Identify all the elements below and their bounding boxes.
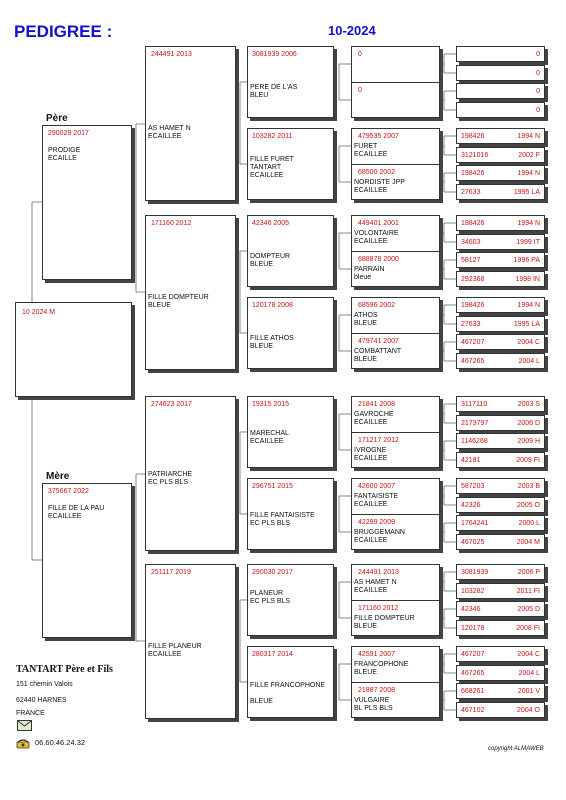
g3-name: PERE DE L'AS BLEU bbox=[250, 84, 298, 99]
g5-ring-number: 3117110 bbox=[461, 401, 488, 408]
g5-ring-number: 467025 bbox=[461, 539, 485, 546]
g5-box bbox=[456, 534, 545, 550]
g5-ring-year: 2008 FI bbox=[516, 625, 540, 632]
g5-ring-year: 2009 FI bbox=[516, 457, 540, 464]
g5-ring-year: 2004 C bbox=[517, 651, 540, 658]
owner-country: FRANCE bbox=[16, 710, 45, 717]
g5-ring-year: 2004 C bbox=[517, 339, 540, 346]
subject-box bbox=[15, 302, 132, 397]
g5-box bbox=[456, 433, 545, 449]
g5-ring-year: 2011 FI bbox=[516, 588, 540, 595]
grandparent-ring: 244491 2013 bbox=[151, 51, 192, 58]
owner-phone: 06.60.46.24.32 bbox=[35, 738, 86, 747]
g5-ring-number: 467265 bbox=[461, 670, 485, 677]
g4-ring: 171160 2012 bbox=[358, 605, 399, 612]
g4-name: COMBATTANT BLEUE bbox=[354, 348, 402, 363]
mother-box bbox=[42, 483, 132, 638]
g4-name: ATHOS BLEUE bbox=[354, 312, 378, 327]
g5-box bbox=[456, 102, 545, 118]
g5-ring-year: 2004 L bbox=[518, 358, 540, 365]
g5-ring-number: 467207 bbox=[461, 651, 485, 658]
g5-ring-year: 2006 D bbox=[517, 420, 540, 427]
g4-pair-box bbox=[351, 396, 440, 468]
g4-name: PARRAIN bleue bbox=[354, 266, 385, 281]
g5-box bbox=[456, 65, 545, 81]
g4-name: GAVROCHE ECAILLEE bbox=[354, 411, 394, 426]
g5-ring-number: 27633 bbox=[461, 321, 481, 328]
g5-box bbox=[456, 601, 545, 617]
g4-ring: 171217 2012 bbox=[358, 437, 399, 444]
grandparent-name: FILLE PLANEUR ECAILLEE bbox=[148, 643, 202, 658]
subject-ring: 10 2024 M bbox=[22, 309, 56, 316]
g5-box bbox=[456, 646, 545, 662]
g4-divider bbox=[352, 333, 439, 334]
g4-name: VULGAIRE BL PLS BLS bbox=[354, 697, 393, 712]
g4-pair-box bbox=[351, 297, 440, 369]
g5-box bbox=[456, 583, 545, 599]
grandparent-box bbox=[145, 215, 236, 370]
pedigree-ring: 10-2024 bbox=[328, 23, 376, 38]
g5-box bbox=[456, 215, 545, 231]
g5-ring-year: 1995 LA bbox=[513, 189, 540, 196]
g3-ring: 280317 2014 bbox=[252, 651, 293, 658]
mother-name: FILLE DE LA PAU ECAILLEE bbox=[48, 505, 105, 520]
g5-ring-number: 198426 bbox=[461, 302, 485, 309]
g3-name: FILLE ATHOS BLEUE bbox=[250, 335, 294, 350]
g4-name: BRUGGEMANN ECAILLEE bbox=[354, 529, 405, 544]
g5-box bbox=[456, 353, 545, 369]
g4-name: VOLONTAIRE ECAILLEE bbox=[354, 230, 399, 245]
g4-pair-box bbox=[351, 215, 440, 287]
g5-ring-year: 1994 N bbox=[517, 220, 540, 227]
g3-name: FILLE FURET TANTART ECAILLEE bbox=[250, 156, 294, 179]
g5-ring-number: 467207 bbox=[461, 339, 485, 346]
g5-ring-number: 58127 bbox=[461, 257, 481, 264]
g4-ring: 42600 2007 bbox=[358, 483, 395, 490]
g4-pair-box bbox=[351, 646, 440, 718]
g4-ring: 479741 2007 bbox=[358, 338, 399, 345]
g5-ring-year: 1994 N bbox=[517, 133, 540, 140]
g5-box bbox=[456, 128, 545, 144]
g5-ring-number: 34603 bbox=[461, 239, 481, 246]
g5-ring-year: 0 bbox=[536, 107, 540, 114]
grandparent-ring: 171160 2012 bbox=[151, 220, 192, 227]
mail-icon bbox=[17, 720, 32, 731]
owner-city: 62440 HARNES bbox=[16, 697, 67, 704]
g5-box bbox=[456, 396, 545, 412]
g4-divider bbox=[352, 682, 439, 683]
g4-ring: 0 bbox=[358, 87, 362, 94]
g5-ring-year: 1996 PA bbox=[513, 257, 540, 264]
g4-divider bbox=[352, 251, 439, 252]
g4-ring: 0 bbox=[358, 51, 362, 58]
g5-ring-number: 198426 bbox=[461, 170, 485, 177]
father-label: Père bbox=[46, 113, 68, 124]
g4-divider bbox=[352, 432, 439, 433]
g5-ring-number: 3081939 bbox=[461, 569, 489, 576]
g5-ring-number: 467102 bbox=[461, 707, 485, 714]
g4-name: FURET ECAILLEE bbox=[354, 143, 388, 158]
g5-ring-year: 2009 H bbox=[517, 438, 540, 445]
g5-ring-year: 1995 LA bbox=[513, 321, 540, 328]
g3-box bbox=[247, 297, 334, 369]
g5-ring-number: 42326 bbox=[461, 502, 481, 509]
g3-name: FILLE FANTAISISTE EC PLS BLS bbox=[250, 512, 315, 527]
g5-box bbox=[456, 46, 545, 62]
grandparent-box bbox=[145, 46, 236, 201]
g5-box bbox=[456, 665, 545, 681]
g3-ring: 290030 2017 bbox=[252, 569, 293, 576]
page-title: PEDIGREE : bbox=[14, 22, 113, 41]
g5-box bbox=[456, 620, 545, 636]
g3-ring: 120178 2008 bbox=[252, 302, 293, 309]
g4-pair-box bbox=[351, 46, 440, 118]
g4-ring: 42591 2007 bbox=[358, 651, 395, 658]
phone-icon bbox=[16, 736, 30, 746]
g5-box bbox=[456, 478, 545, 494]
g3-box bbox=[247, 396, 334, 468]
g5-ring-year: 1999 IT bbox=[516, 239, 540, 246]
g5-ring-number: 3121016 bbox=[461, 152, 489, 159]
g5-box bbox=[456, 415, 545, 431]
mother-label: Mère bbox=[46, 471, 70, 482]
g3-box bbox=[247, 128, 334, 200]
father-name: PRODIGE ECAILLE bbox=[48, 147, 81, 162]
g5-box bbox=[456, 147, 545, 163]
g5-ring-year: 1994 N bbox=[517, 170, 540, 177]
g4-ring: 21887 2008 bbox=[358, 687, 395, 694]
g5-ring-year: 2003 B bbox=[517, 483, 540, 490]
g4-divider bbox=[352, 82, 439, 83]
g4-pair-box bbox=[351, 128, 440, 200]
g3-name: FILLE FRANCOPHONE BLEUE bbox=[250, 682, 326, 705]
g5-ring-number: 27633 bbox=[461, 189, 481, 196]
g5-ring-number: 120178 bbox=[461, 625, 485, 632]
g3-name: MARECHAL ECAILLEE bbox=[250, 430, 289, 445]
g5-ring-number: 198426 bbox=[461, 133, 485, 140]
g5-ring-year: 2002 F bbox=[518, 152, 540, 159]
g5-ring-number: 2173797 bbox=[461, 420, 489, 427]
g4-name: NORDISTE JPP ECAILLEE bbox=[354, 179, 405, 194]
g5-ring-year: 1998 IN bbox=[515, 276, 540, 283]
g5-ring-number: 198426 bbox=[461, 220, 485, 227]
g5-box bbox=[456, 83, 545, 99]
g4-ring: 42299 2009 bbox=[358, 519, 395, 526]
g4-ring: 21841 2008 bbox=[358, 401, 395, 408]
g4-name: IVROGNE ECAILLEE bbox=[354, 447, 388, 462]
g5-box bbox=[456, 683, 545, 699]
g5-ring-number: 1764241 bbox=[461, 520, 489, 527]
g3-ring: 3081939 2006 bbox=[252, 51, 297, 58]
g5-ring-year: 2004 O bbox=[517, 707, 540, 714]
g5-ring-year: 0 bbox=[536, 70, 540, 77]
g3-ring: 42346 2005 bbox=[252, 220, 289, 227]
g4-ring: 244491 2013 bbox=[358, 569, 399, 576]
mother-ring: 375667 2022 bbox=[48, 488, 89, 495]
grandparent-name: AS HAMET N ECAILLEE bbox=[148, 125, 191, 140]
g4-ring: 479535 2007 bbox=[358, 133, 399, 140]
g5-box bbox=[456, 702, 545, 718]
g4-ring: 449401 2001 bbox=[358, 220, 399, 227]
g5-box bbox=[456, 165, 545, 181]
g5-box bbox=[456, 271, 545, 287]
g3-box bbox=[247, 478, 334, 550]
g5-ring-number: 103282 bbox=[461, 588, 485, 595]
g3-ring: 103282 2011 bbox=[252, 133, 293, 140]
g5-ring-number: 1146268 bbox=[461, 438, 488, 445]
g5-box bbox=[456, 515, 545, 531]
g3-name: PLANEUR EC PLS BLS bbox=[250, 590, 291, 605]
g5-ring-number: 467265 bbox=[461, 358, 485, 365]
g5-box bbox=[456, 316, 545, 332]
owner-address: 151 chemin Valois bbox=[16, 681, 73, 688]
g5-ring-year: 2001 V bbox=[517, 688, 540, 695]
g5-ring-number: 292368 bbox=[461, 276, 485, 283]
g4-divider bbox=[352, 600, 439, 601]
g5-ring-year: 2003 S bbox=[517, 401, 540, 408]
g5-ring-year: 0 bbox=[536, 51, 540, 58]
g5-ring-number: 42346 bbox=[461, 606, 481, 613]
father-box bbox=[42, 125, 132, 280]
g5-box bbox=[456, 497, 545, 513]
g3-box bbox=[247, 646, 334, 718]
g5-box bbox=[456, 234, 545, 250]
g5-ring-year: 2005 D bbox=[517, 606, 540, 613]
g5-ring-year: 2006 P bbox=[517, 569, 540, 576]
copyright-text: copyright ALMAWEB bbox=[488, 746, 544, 752]
g5-ring-year: 0 bbox=[536, 88, 540, 95]
g5-ring-year: 2000 L bbox=[518, 520, 540, 527]
g3-box bbox=[247, 564, 334, 636]
g4-pair-box bbox=[351, 478, 440, 550]
g4-name: AS HAMET N ECAILLEE bbox=[354, 579, 397, 594]
g5-ring-number: 668261 bbox=[461, 688, 485, 695]
g4-name: FANTAISISTE ECAILLEE bbox=[354, 493, 399, 508]
g5-ring-number: 42181 bbox=[461, 457, 481, 464]
g3-name: DOMPTEUR BLEUE bbox=[250, 253, 291, 268]
grandparent-ring: 251117 2019 bbox=[151, 569, 191, 576]
g5-box bbox=[456, 452, 545, 468]
grandparent-box bbox=[145, 396, 236, 551]
g4-ring: 688878 2000 bbox=[358, 256, 399, 263]
g5-ring-year: 1994 N bbox=[517, 302, 540, 309]
g4-divider bbox=[352, 514, 439, 515]
g5-box bbox=[456, 252, 545, 268]
g3-ring: 19315 2015 bbox=[252, 401, 289, 408]
grandparent-name: PATRIARCHE EC PLS BLS bbox=[148, 471, 193, 486]
grandparent-name: FILLE DOMPTEUR BLEUE bbox=[148, 294, 209, 309]
g4-ring: 68500 2002 bbox=[358, 169, 395, 176]
owner-name: TANTART Père et Fils bbox=[16, 664, 113, 675]
g3-box bbox=[247, 46, 334, 118]
g5-box bbox=[456, 297, 545, 313]
g5-ring-year: 2004 M bbox=[516, 539, 540, 546]
g5-ring-year: 2005 O bbox=[517, 502, 540, 509]
grandparent-ring: 274623 2017 bbox=[151, 401, 192, 408]
g5-box bbox=[456, 184, 545, 200]
g5-ring-number: 587203 bbox=[461, 483, 485, 490]
g4-ring: 68596 2002 bbox=[358, 302, 395, 309]
g3-ring: 296751 2015 bbox=[252, 483, 293, 490]
father-ring: 290029 2017 bbox=[48, 130, 89, 137]
grandparent-box bbox=[145, 564, 236, 719]
g4-divider bbox=[352, 164, 439, 165]
g4-name: FILLE DOMPTEUR BLEUE bbox=[354, 615, 415, 630]
g5-ring-year: 2004 L bbox=[518, 670, 540, 677]
g4-name: FRANCOPHONE BLEUE bbox=[354, 661, 409, 676]
g3-box bbox=[247, 215, 334, 287]
g5-box bbox=[456, 564, 545, 580]
g5-box bbox=[456, 334, 545, 350]
g4-pair-box bbox=[351, 564, 440, 636]
